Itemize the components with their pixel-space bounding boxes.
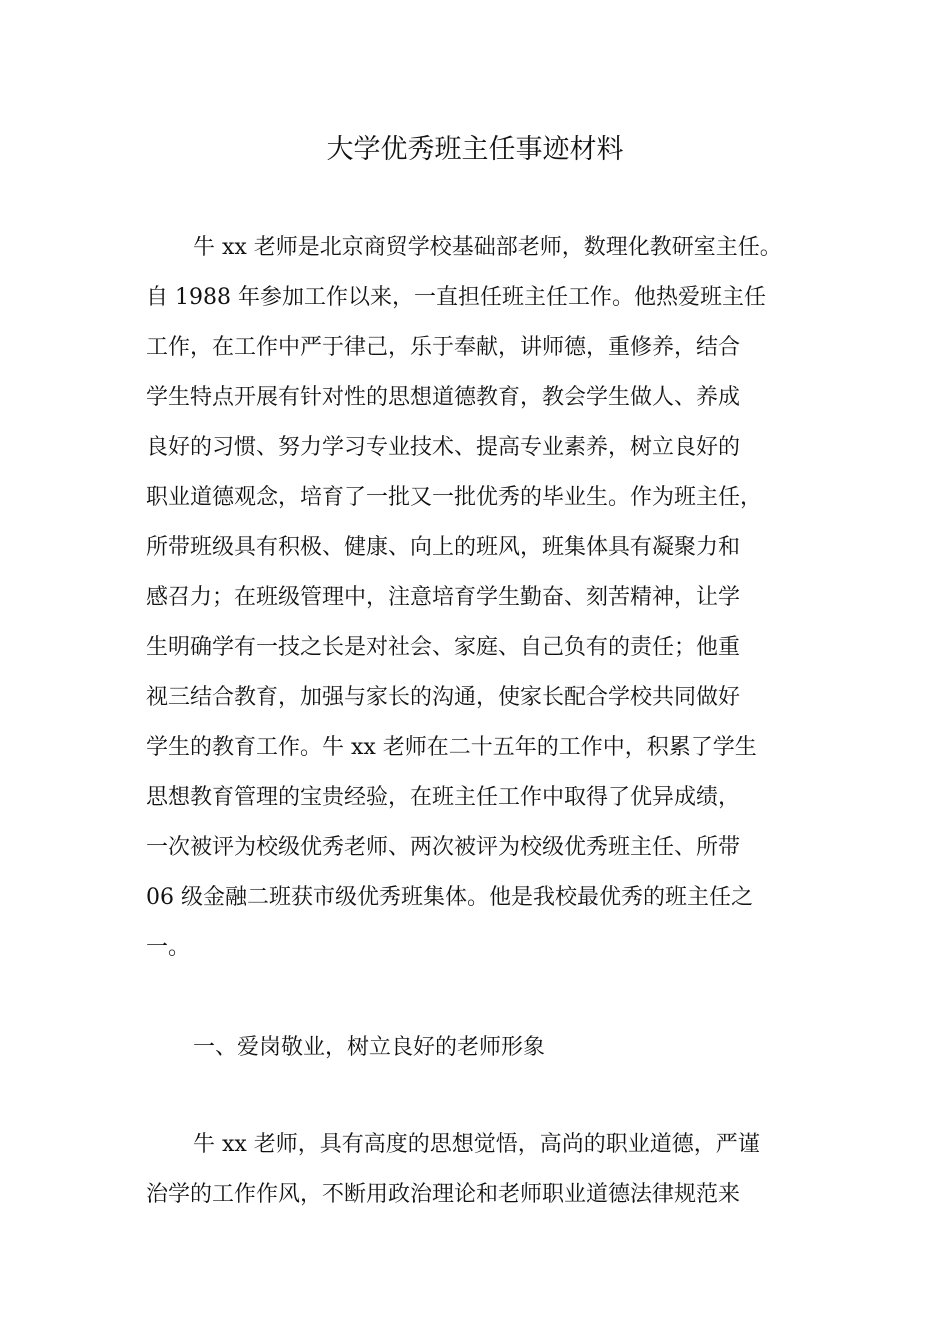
- document-title: 大学优秀班主任事迹材料: [326, 134, 624, 165]
- paragraph-line: 视三结合教育，加强与家长的沟通，使家长配合学校共同做好: [146, 685, 741, 710]
- paragraph-line: 职业道德观念，培育了一批又一批优秀的毕业生。作为班主任，: [146, 485, 763, 510]
- paragraph-line: 一次被评为校级优秀老师、两次被评为校级优秀班主任、所带: [146, 835, 741, 860]
- paragraph-line: 生明确学有一技之长是对社会、家庭、自己负有的责任；他重: [146, 635, 741, 660]
- section-heading: 一、爱岗敬业，树立良好的老师形象: [193, 1035, 546, 1060]
- paragraph-line: 牛 xx 老师是北京商贸学校基础部老师，数理化教研室主任。: [193, 235, 782, 260]
- paragraph-line: 治学的工作作风，不断用政治理论和老师职业道德法律规范来: [146, 1182, 741, 1207]
- paragraph-line: 自 1988 年参加工作以来，一直担任班主任工作。他热爱班主任: [146, 285, 766, 310]
- paragraph-line: 工作，在工作中严于律己，乐于奉献，讲师德，重修养，结合: [146, 335, 741, 360]
- paragraph-line: 06 级金融二班获市级优秀班集体。他是我校最优秀的班主任之: [146, 885, 753, 910]
- paragraph-line: 学生的教育工作。牛 xx 老师在二十五年的工作中，积累了学生: [146, 735, 757, 760]
- paragraph-line: 学生特点开展有针对性的思想道德教育，教会学生做人、养成: [146, 385, 741, 410]
- paragraph-line: 良好的习惯、努力学习专业技术、提高专业素养，树立良好的: [146, 435, 741, 460]
- paragraph-line: 感召力；在班级管理中，注意培育学生勤奋、刻苦精神，让学: [146, 585, 741, 610]
- paragraph-line: 一。: [146, 935, 191, 960]
- paragraph-line: 思想教育管理的宝贵经验，在班主任工作中取得了优异成绩，: [146, 785, 741, 810]
- paragraph-line: 牛 xx 老师，具有高度的思想觉悟，高尚的职业道德，严谨: [193, 1132, 760, 1157]
- paragraph-line: 所带班级具有积极、健康、向上的班风，班集体具有凝聚力和: [146, 535, 741, 560]
